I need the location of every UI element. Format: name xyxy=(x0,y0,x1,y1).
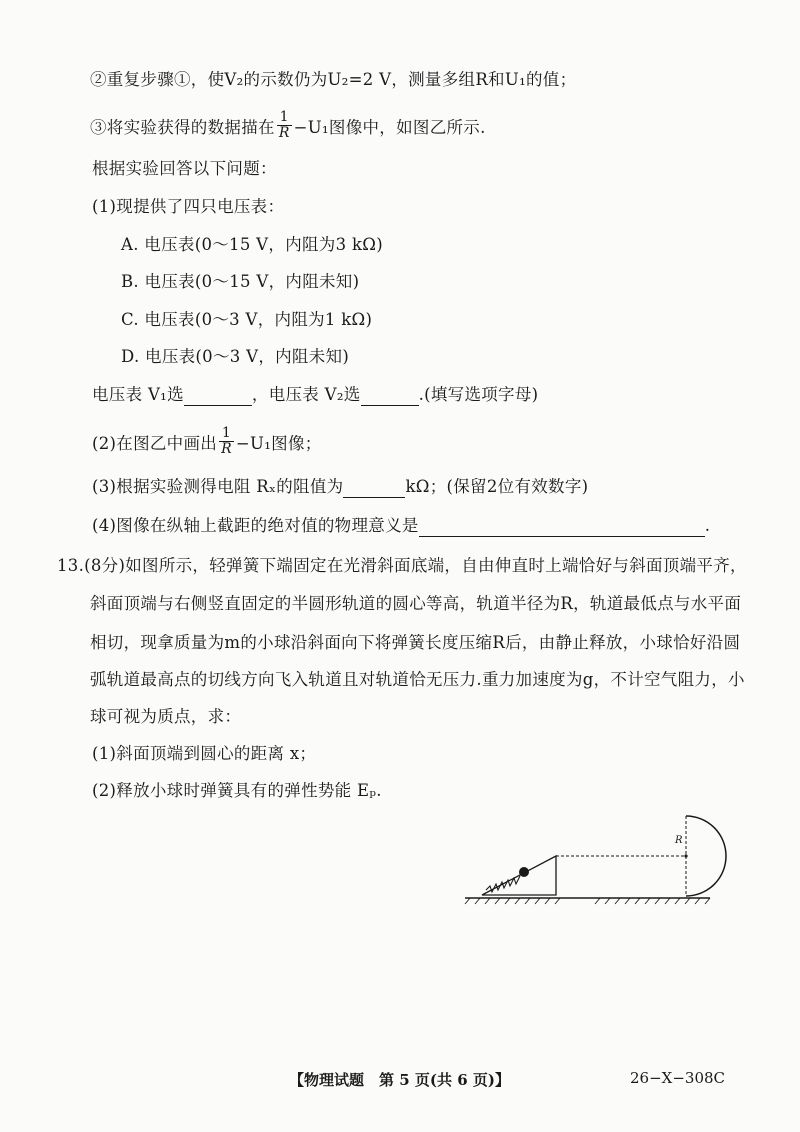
fraction-denominator: R xyxy=(221,441,232,457)
question-1-stem: (1)现提供了四只电压表： xyxy=(92,197,285,216)
option-d: D. 电压表(0～3 V，内阻未知) xyxy=(121,347,350,366)
intro-text: 根据实验回答以下问题： xyxy=(92,159,277,178)
intercept-meaning-blank[interactable] xyxy=(419,520,705,537)
v2-answer-blank[interactable] xyxy=(361,389,419,406)
question-2-after: −U₁图像； xyxy=(235,434,322,453)
spring-incline-track-figure xyxy=(460,810,740,915)
problem-13-line-3: 相切，现拿质量为m的小球沿斜面向下将弹簧长度压缩R后，由静止释放，小球恰好沿圆 xyxy=(90,633,741,652)
question-2-line xyxy=(92,425,322,460)
question-2-fraction xyxy=(219,426,234,457)
ball xyxy=(519,867,529,877)
problem-13-sub-2: (2)释放小球时弹簧具有的弹性势能 Eₚ. xyxy=(92,781,382,800)
question-1-answer-line xyxy=(92,384,538,406)
v1-answer-blank[interactable] xyxy=(184,389,252,406)
step-3-line xyxy=(90,109,486,144)
center-point xyxy=(684,854,687,857)
question-3-line xyxy=(92,476,588,498)
semicircle-track xyxy=(686,816,726,896)
question-3-after: kΩ；(保留2位有效数字) xyxy=(405,477,589,496)
footer-title: 【物理试题 第 5 页(共 6 页)】 xyxy=(289,1071,510,1089)
radius-label: R xyxy=(675,835,683,846)
fraction-numerator: 1 xyxy=(219,426,234,442)
question-4-after: . xyxy=(704,516,711,535)
option-a: A. 电压表(0～15 V，内阻为3 kΩ) xyxy=(121,235,383,254)
rx-answer-blank[interactable] xyxy=(343,481,405,498)
question-4-before: (4)图像在纵轴上截距的绝对值的物理意义是 xyxy=(92,516,419,535)
question-2-before: (2)在图乙中画出 xyxy=(92,434,218,453)
step-3-fraction xyxy=(277,110,292,141)
answer-part-2: ，电压表 V₂选 xyxy=(251,385,361,404)
problem-13-sub-1: (1)斜面顶端到圆心的距离 x； xyxy=(92,744,317,763)
problem-13-line-5: 球可视为质点，求： xyxy=(90,707,242,726)
spring xyxy=(486,876,520,892)
option-c: C. 电压表(0～3 V，内阻为1 kΩ) xyxy=(121,310,373,329)
exam-code: 26−X−308C xyxy=(630,1069,726,1087)
step-2-text: ②重复步骤①，使V₂的示数仍为U₂=2 V，测量多组R和U₁的值； xyxy=(90,70,577,89)
fraction-numerator: 1 xyxy=(277,110,292,126)
question-3-before: (3)根据实验测得电阻 Rₓ的阻值为 xyxy=(92,477,344,496)
answer-part-3: .(填写选项字母) xyxy=(418,385,539,404)
question-4-line xyxy=(92,515,710,537)
problem-13-line-4: 弧轨道最高点的切线方向飞入轨道且对轨道恰无压力.重力加速度为g，不计空气阻力，小 xyxy=(90,670,745,689)
fraction-denominator: R xyxy=(278,125,290,141)
problem-13-line-2: 斜面顶端与右侧竖直固定的半圆形轨道的圆心等高，轨道半径为R，轨道最低点与水平面 xyxy=(90,594,742,613)
ground-hatching xyxy=(465,898,710,904)
problem-13-line-1: 13.(8分)如图所示，轻弹簧下端固定在光滑斜面底端，自由伸直时上端恰好与斜面顶端平齐， xyxy=(57,556,747,575)
step-3-before: ③将实验获得的数据描在 xyxy=(90,118,275,137)
option-b: B. 电压表(0～15 V，内阻未知) xyxy=(121,272,360,291)
step-3-after: −U₁图像中，如图乙所示. xyxy=(293,118,486,137)
answer-part-1: 电压表 V₁选 xyxy=(92,385,184,404)
